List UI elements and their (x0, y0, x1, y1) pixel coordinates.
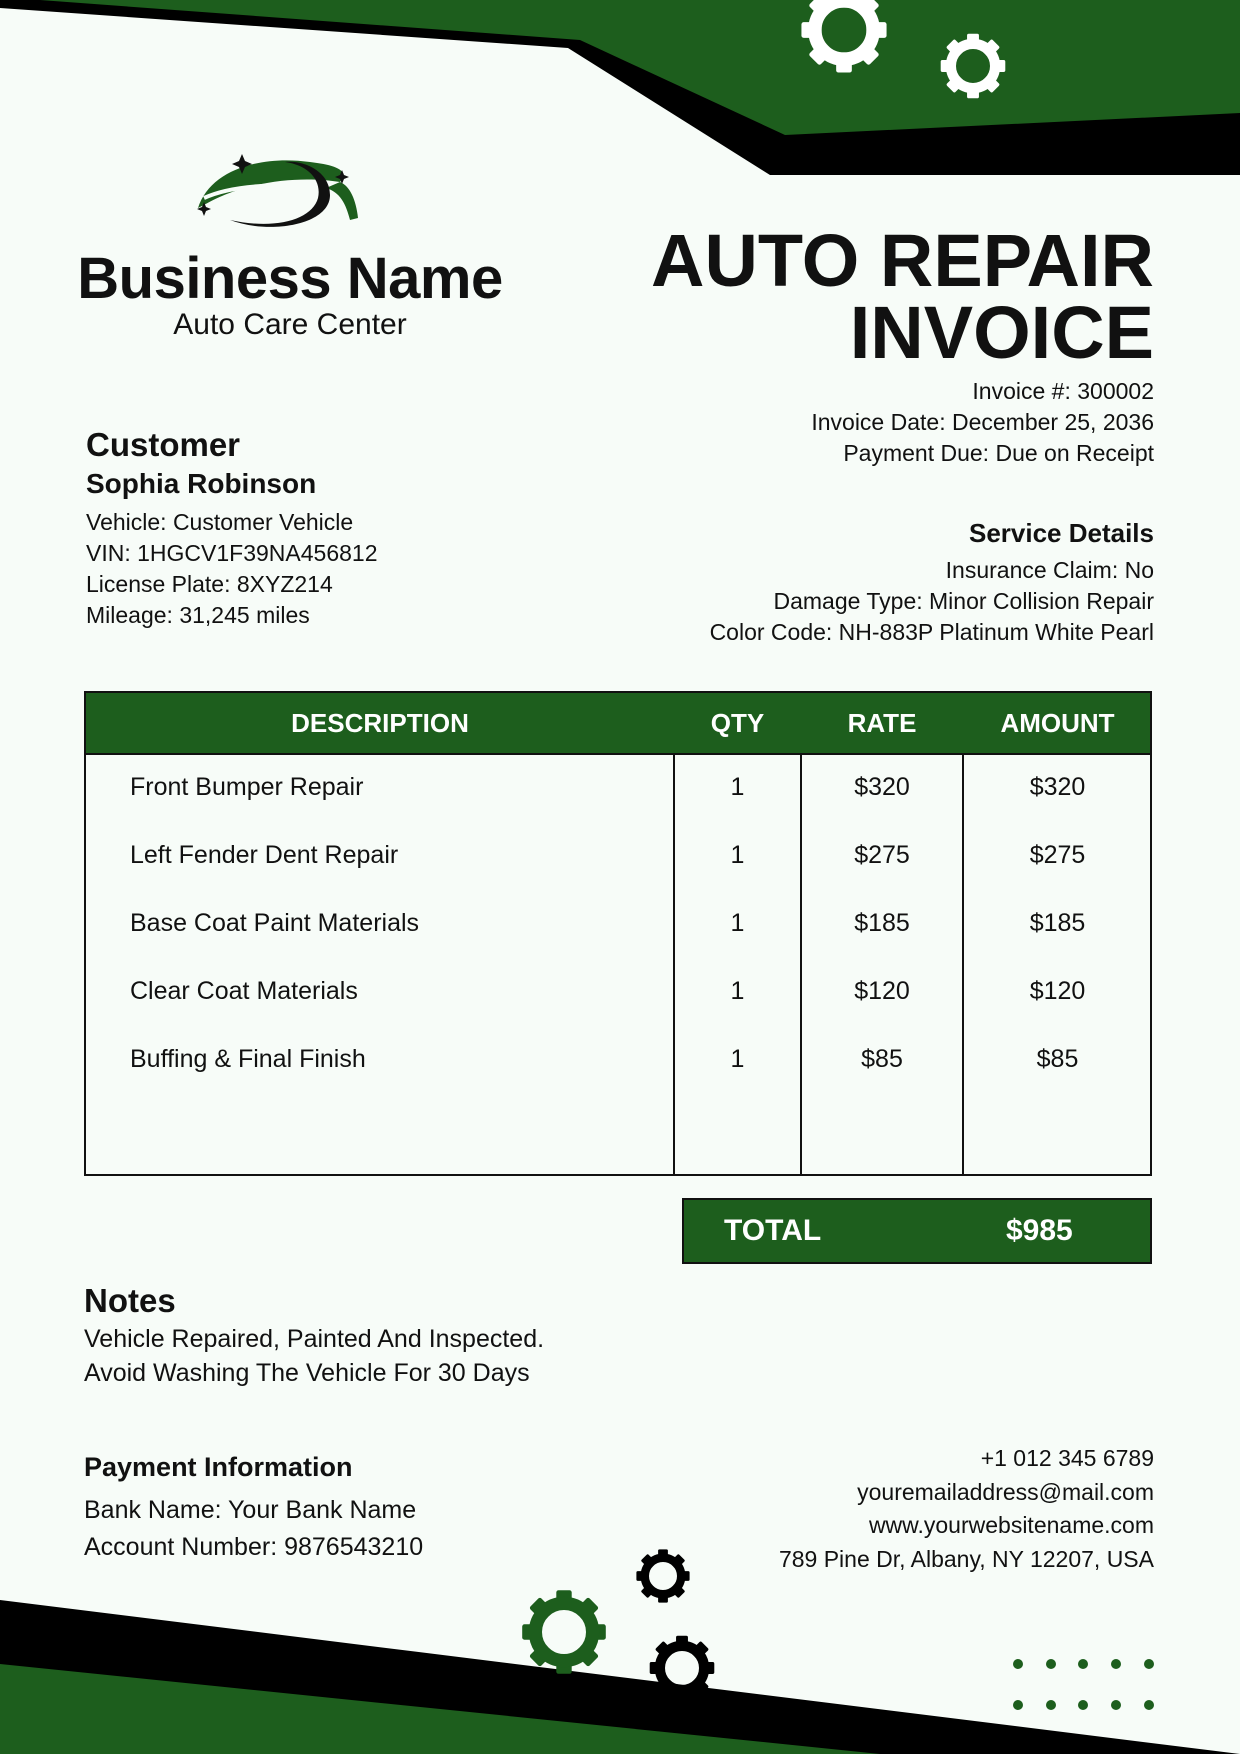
row-amount: $120 (1029, 977, 1086, 1005)
business-name: Business Name (77, 246, 503, 311)
row-rate: $185 (854, 909, 910, 937)
invoice-number: Invoice #: 300002 (972, 378, 1154, 404)
gear-icon (636, 1549, 689, 1602)
table-row (86, 957, 1150, 1025)
table-row (86, 889, 1150, 957)
row-amount: $320 (1029, 773, 1086, 801)
gear-icon (650, 1636, 715, 1701)
row-description: Front Bumper Repair (130, 773, 364, 801)
invoice-title-line1: AUTO REPAIR (651, 219, 1154, 302)
row-qty: 1 (730, 773, 745, 801)
table-row (86, 753, 1150, 821)
table-row (86, 821, 1150, 889)
contact-info (779, 1442, 1154, 1576)
customer-details (86, 507, 378, 631)
customer-mileage: Mileage: 31,245 miles (86, 602, 310, 628)
service-heading: Service Details (968, 518, 1154, 548)
business-tagline: Auto Care Center (173, 308, 407, 341)
contact-website: www.yourwebsitename.com (868, 1512, 1154, 1538)
row-qty: 1 (730, 841, 745, 869)
customer-heading: Customer (86, 426, 241, 463)
row-amount: $275 (1029, 841, 1086, 869)
contact-phone: +1 012 345 6789 (980, 1445, 1154, 1471)
header-amount: AMOUNT (1000, 708, 1115, 738)
insurance-claim: Insurance Claim: No (945, 557, 1154, 583)
table-header (86, 693, 1150, 755)
row-description: Clear Coat Materials (130, 977, 358, 1005)
header-rate: RATE (847, 708, 917, 738)
customer-vin: VIN: 1HGCV1F39NA456812 (86, 540, 378, 566)
gear-icon (522, 1590, 606, 1674)
row-qty: 1 (730, 1045, 745, 1073)
row-description: Base Coat Paint Materials (130, 909, 420, 937)
row-rate: $275 (854, 841, 910, 869)
header-qty: QTY (710, 708, 765, 738)
color-code: Color Code: NH-883P Platinum White Pearl (709, 619, 1154, 645)
payment-details (84, 1492, 423, 1566)
table-row (86, 1025, 1150, 1093)
damage-type: Damage Type: Minor Collision Repair (773, 588, 1154, 614)
customer-name: Sophia Robinson (86, 468, 317, 499)
bank-name: Bank Name: Your Bank Name (84, 1496, 417, 1524)
row-qty: 1 (730, 909, 745, 937)
row-rate: $120 (854, 977, 910, 1005)
row-description: Left Fender Dent Repair (130, 841, 399, 869)
row-description: Buffing & Final Finish (130, 1045, 366, 1073)
invoice-title-line2: INVOICE (849, 291, 1154, 374)
service-details (710, 555, 1154, 648)
payment-due: Payment Due: Due on Receipt (843, 440, 1154, 466)
row-amount: $185 (1029, 909, 1086, 937)
contact-address: 789 Pine Dr, Albany, NY 12207, USA (778, 1545, 1154, 1572)
header-description: DESCRIPTION (291, 708, 469, 738)
line-items-table (84, 691, 1152, 1176)
invoice-date: Invoice Date: December 25, 2036 (811, 409, 1154, 435)
total-label: TOTAL (724, 1214, 822, 1247)
notes-line: Vehicle Repaired, Painted And Inspected. (84, 1325, 545, 1353)
invoice-title (651, 219, 1154, 374)
dot-grid-icon (1013, 1659, 1154, 1710)
invoice-meta (811, 376, 1154, 469)
account-number: Account Number: 9876543210 (84, 1533, 424, 1561)
contact-email: youremailaddress@mail.com (857, 1478, 1154, 1505)
row-amount: $85 (1036, 1045, 1079, 1073)
total-value: $985 (1006, 1214, 1073, 1247)
customer-license-plate: License Plate: 8XYZ214 (86, 571, 333, 597)
row-qty: 1 (730, 977, 745, 1005)
car-swoosh-icon (190, 140, 390, 250)
notes-text (84, 1322, 544, 1390)
notes-line: Avoid Washing The Vehicle For 30 Days (84, 1359, 530, 1387)
customer-vehicle: Vehicle: Customer Vehicle (86, 509, 354, 535)
notes-heading: Notes (84, 1282, 176, 1319)
total-box (682, 1198, 1152, 1264)
payment-heading: Payment Information (84, 1452, 353, 1482)
row-rate: $85 (861, 1045, 903, 1073)
row-rate: $320 (854, 773, 910, 801)
